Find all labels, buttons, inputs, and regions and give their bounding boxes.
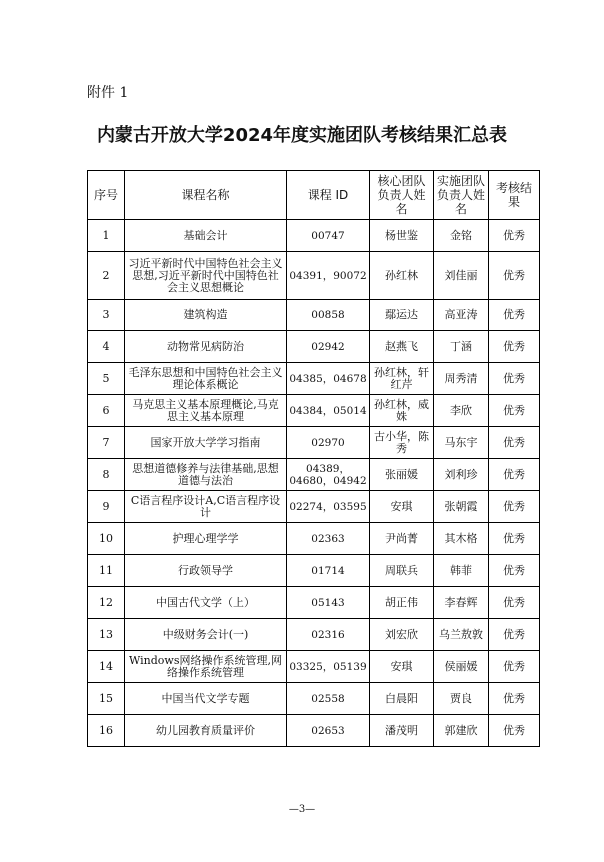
cell-course-id: 04391，90072 bbox=[287, 252, 370, 300]
cell-impl-leader: 马东宇 bbox=[434, 427, 489, 459]
cell-index: 12 bbox=[88, 587, 125, 619]
cell-impl-leader: 乌兰敖敦 bbox=[434, 619, 489, 651]
cell-result: 优秀 bbox=[489, 651, 540, 683]
cell-result: 优秀 bbox=[489, 252, 540, 300]
cell-result: 优秀 bbox=[489, 220, 540, 252]
cell-index: 8 bbox=[88, 459, 125, 491]
cell-course-name: Windows网络操作系统管理,网络操作系统管理 bbox=[125, 651, 287, 683]
cell-course-id: 01714 bbox=[287, 555, 370, 587]
cell-index: 5 bbox=[88, 363, 125, 395]
cell-course-id: 02970 bbox=[287, 427, 370, 459]
table-row bbox=[88, 220, 540, 252]
cell-course-id: 04389，04680，04942 bbox=[287, 459, 370, 491]
cell-core-leader: 古小华，陈秀 bbox=[370, 427, 434, 459]
cell-index: 6 bbox=[88, 395, 125, 427]
cell-course-name: 中国当代文学专题 bbox=[125, 683, 287, 715]
cell-result: 优秀 bbox=[489, 459, 540, 491]
cell-index: 13 bbox=[88, 619, 125, 651]
cell-index: 15 bbox=[88, 683, 125, 715]
cell-core-leader: 胡正伟 bbox=[370, 587, 434, 619]
cell-core-leader: 刘宏欣 bbox=[370, 619, 434, 651]
cell-impl-leader: 刘利珍 bbox=[434, 459, 489, 491]
cell-core-leader: 孙红林，威姝 bbox=[370, 395, 434, 427]
cell-core-leader: 孙红林，轩红芹 bbox=[370, 363, 434, 395]
cell-course-id: 02363 bbox=[287, 523, 370, 555]
cell-impl-leader: 其木格 bbox=[434, 523, 489, 555]
cell-course-id: 04385，04678 bbox=[287, 363, 370, 395]
cell-course-name: 中级财务会计(一) bbox=[125, 619, 287, 651]
cell-core-leader: 尹尚菁 bbox=[370, 523, 434, 555]
cell-course-name: 护理心理学学 bbox=[125, 523, 287, 555]
cell-index: 1 bbox=[88, 220, 125, 252]
cell-course-name: 中国古代文学（上） bbox=[125, 587, 287, 619]
cell-course-id: 04384，05014 bbox=[287, 395, 370, 427]
cell-core-leader: 潘茂明 bbox=[370, 715, 434, 747]
cell-impl-leader: 李欣 bbox=[434, 395, 489, 427]
cell-result: 优秀 bbox=[489, 555, 540, 587]
cell-impl-leader: 郭建欣 bbox=[434, 715, 489, 747]
cell-result: 优秀 bbox=[489, 427, 540, 459]
table-row bbox=[88, 555, 540, 587]
cell-core-leader: 孙红林 bbox=[370, 252, 434, 300]
attachment-label: 附件 1 bbox=[87, 85, 129, 101]
table-row bbox=[88, 252, 540, 300]
cell-core-leader: 鄢运达 bbox=[370, 300, 434, 331]
cell-core-leader: 安琪 bbox=[370, 491, 434, 523]
cell-impl-leader: 张朝霞 bbox=[434, 491, 489, 523]
cell-impl-leader: 侯丽媛 bbox=[434, 651, 489, 683]
header-course-id: 课程 ID bbox=[287, 171, 370, 220]
cell-course-name: 国家开放大学学习指南 bbox=[125, 427, 287, 459]
cell-impl-leader: 刘佳丽 bbox=[434, 252, 489, 300]
cell-impl-leader: 周秀清 bbox=[434, 363, 489, 395]
table-row bbox=[88, 715, 540, 747]
cell-course-id: 02653 bbox=[287, 715, 370, 747]
cell-impl-leader: 韩菲 bbox=[434, 555, 489, 587]
cell-course-id: 00858 bbox=[287, 300, 370, 331]
table-row bbox=[88, 523, 540, 555]
cell-index: 11 bbox=[88, 555, 125, 587]
cell-impl-leader: 高亚涛 bbox=[434, 300, 489, 331]
cell-result: 优秀 bbox=[489, 331, 540, 363]
cell-course-name: 基础会计 bbox=[125, 220, 287, 252]
cell-course-name: 建筑构造 bbox=[125, 300, 287, 331]
cell-course-id: 02274，03595 bbox=[287, 491, 370, 523]
cell-result: 优秀 bbox=[489, 523, 540, 555]
cell-result: 优秀 bbox=[489, 683, 540, 715]
cell-course-id: 02558 bbox=[287, 683, 370, 715]
table-row bbox=[88, 395, 540, 427]
cell-core-leader: 白晨阳 bbox=[370, 683, 434, 715]
table-header-row bbox=[88, 171, 540, 220]
cell-core-leader: 张丽媛 bbox=[370, 459, 434, 491]
cell-course-name: 行政领导学 bbox=[125, 555, 287, 587]
cell-core-leader: 周联兵 bbox=[370, 555, 434, 587]
cell-impl-leader: 丁涵 bbox=[434, 331, 489, 363]
cell-core-leader: 杨世鉴 bbox=[370, 220, 434, 252]
table-row bbox=[88, 651, 540, 683]
cell-result: 优秀 bbox=[489, 715, 540, 747]
cell-result: 优秀 bbox=[489, 491, 540, 523]
table-row bbox=[88, 427, 540, 459]
cell-course-name: 动物常见病防治 bbox=[125, 331, 287, 363]
cell-impl-leader: 李春辉 bbox=[434, 587, 489, 619]
cell-index: 16 bbox=[88, 715, 125, 747]
table-row bbox=[88, 300, 540, 331]
cell-result: 优秀 bbox=[489, 587, 540, 619]
table-row bbox=[88, 491, 540, 523]
cell-core-leader: 安琪 bbox=[370, 651, 434, 683]
cell-index: 7 bbox=[88, 427, 125, 459]
table-row bbox=[88, 331, 540, 363]
cell-course-id: 02942 bbox=[287, 331, 370, 363]
header-course-name: 课程名称 bbox=[125, 171, 287, 220]
document-title: 内蒙古开放大学2024年度实施团队考核结果汇总表 bbox=[96, 125, 508, 146]
cell-course-name: C语言程序设计A,C语言程序设计 bbox=[125, 491, 287, 523]
cell-course-name: 幼儿园教育质量评价 bbox=[125, 715, 287, 747]
cell-course-id: 02316 bbox=[287, 619, 370, 651]
cell-index: 2 bbox=[88, 252, 125, 300]
cell-impl-leader: 金铭 bbox=[434, 220, 489, 252]
cell-index: 10 bbox=[88, 523, 125, 555]
cell-result: 优秀 bbox=[489, 363, 540, 395]
cell-result: 优秀 bbox=[489, 300, 540, 331]
table-row bbox=[88, 587, 540, 619]
table-row bbox=[88, 363, 540, 395]
cell-index: 9 bbox=[88, 491, 125, 523]
cell-index: 3 bbox=[88, 300, 125, 331]
cell-course-name: 习近平新时代中国特色社会主义思想,习近平新时代中国特色社会主义思想概论 bbox=[125, 252, 287, 300]
cell-course-id: 03325，05139 bbox=[287, 651, 370, 683]
table-row bbox=[88, 459, 540, 491]
page-number: —3— bbox=[288, 804, 316, 815]
cell-course-id: 05143 bbox=[287, 587, 370, 619]
cell-course-name: 思想道德修养与法律基础,思想道德与法治 bbox=[125, 459, 287, 491]
cell-course-name: 毛泽东思想和中国特色社会主义理论体系概论 bbox=[125, 363, 287, 395]
cell-index: 14 bbox=[88, 651, 125, 683]
header-result: 考核结果 bbox=[489, 171, 540, 220]
cell-course-name: 马克思主义基本原理概论,马克思主义基本原理 bbox=[125, 395, 287, 427]
cell-index: 4 bbox=[88, 331, 125, 363]
header-index: 序号 bbox=[88, 171, 125, 220]
cell-result: 优秀 bbox=[489, 619, 540, 651]
table-row bbox=[88, 683, 540, 715]
cell-core-leader: 赵燕飞 bbox=[370, 331, 434, 363]
cell-impl-leader: 贾良 bbox=[434, 683, 489, 715]
cell-result: 优秀 bbox=[489, 395, 540, 427]
header-impl-leader: 实施团队负责人姓名 bbox=[434, 171, 489, 220]
results-table bbox=[87, 170, 540, 747]
table-row bbox=[88, 619, 540, 651]
cell-course-id: 00747 bbox=[287, 220, 370, 252]
header-core-leader: 核心团队负责人姓名 bbox=[370, 171, 434, 220]
